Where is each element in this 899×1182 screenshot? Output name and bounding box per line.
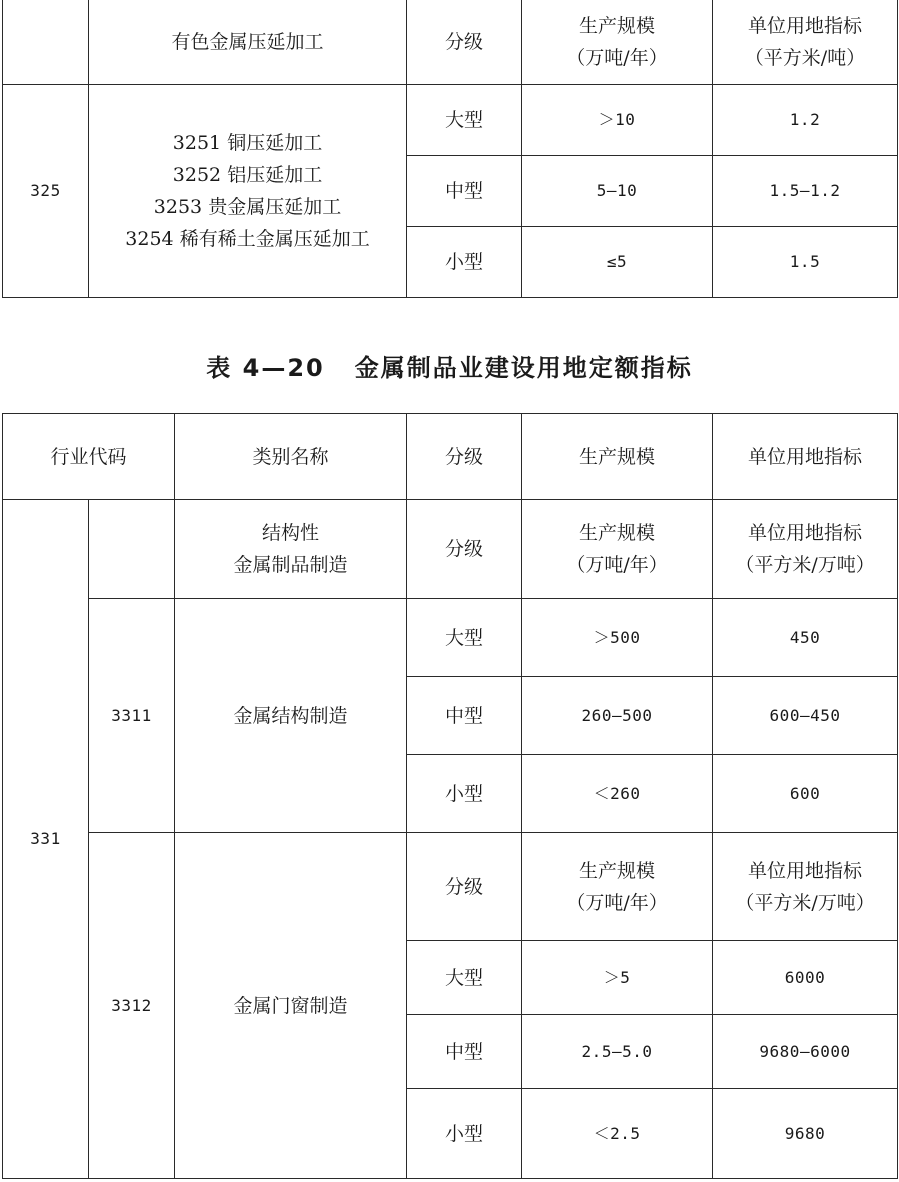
header-index [713, 0, 898, 85]
category-name-line: 结构性 [262, 522, 320, 544]
category-name: 金属结构制造 [175, 599, 407, 833]
index-label: 单位用地指标 [748, 859, 863, 882]
category-name [175, 500, 407, 599]
industry-code: 325 [3, 85, 89, 298]
index-cell: 9680—6000 [713, 1015, 898, 1089]
blank-cell [89, 500, 175, 599]
grade-cell: 小型 [407, 227, 522, 298]
index-cell [713, 833, 898, 941]
index-unit: （平方米/万吨） [735, 554, 875, 576]
scale-cell: ＞10 [522, 85, 713, 156]
index-cell: 450 [713, 599, 898, 677]
table-row [3, 599, 898, 677]
index-cell: 9680 [713, 1089, 898, 1179]
header-index-unit: （平方米/吨） [744, 46, 866, 69]
table-number: 表 4—20 [206, 354, 325, 382]
category-item: 3254 稀有稀土金属压延加工 [125, 228, 370, 250]
grade-cell: 小型 [407, 1089, 522, 1179]
grade-cell: 小型 [407, 755, 522, 833]
scale-cell: ＞500 [522, 599, 713, 677]
header-index: 单位用地指标 [713, 414, 898, 500]
table-header-row [3, 0, 898, 85]
scale-cell [522, 833, 713, 941]
scale-cell: ≤5 [522, 227, 713, 298]
header-scale-unit: （万吨/年） [566, 46, 668, 69]
table-row [3, 833, 898, 941]
scale-unit: （万吨/年） [566, 554, 668, 576]
index-cell: 1.5—1.2 [713, 156, 898, 227]
header-grade: 分级 [407, 414, 522, 500]
table-row [3, 85, 898, 156]
header-scale: 生产规模 [522, 414, 713, 500]
header-code: 行业代码 [3, 414, 175, 500]
scale-label: 生产规模 [579, 522, 656, 544]
grade-cell: 大型 [407, 85, 522, 156]
scale-cell: ＞5 [522, 941, 713, 1015]
index-cell: 600—450 [713, 677, 898, 755]
index-cell: 6000 [713, 941, 898, 1015]
table-nonferrous-rolling [2, 0, 898, 298]
header-name: 类别名称 [175, 414, 407, 500]
category-name-line: 金属制品制造 [233, 554, 348, 576]
grade-cell: 中型 [407, 1015, 522, 1089]
table-row [3, 500, 898, 599]
scale-cell: 2.5—5.0 [522, 1015, 713, 1089]
header-scale-label: 生产规模 [578, 14, 655, 37]
grade-cell: 中型 [407, 156, 522, 227]
grade-cell: 中型 [407, 677, 522, 755]
index-cell: 1.2 [713, 85, 898, 156]
blank-cell [3, 0, 89, 85]
index-cell: 600 [713, 755, 898, 833]
category-list [89, 85, 407, 298]
scale-unit: （万吨/年） [566, 891, 668, 914]
scale-cell: 5—10 [522, 156, 713, 227]
index-cell [713, 500, 898, 599]
grade-cell: 分级 [407, 833, 522, 941]
index-label: 单位用地指标 [748, 522, 863, 544]
scale-cell [522, 500, 713, 599]
scale-label: 生产规模 [579, 859, 656, 882]
sub-code: 3311 [89, 599, 175, 833]
grade-cell: 大型 [407, 599, 522, 677]
index-cell: 1.5 [713, 227, 898, 298]
table-header-row [3, 414, 898, 500]
industry-code: 331 [3, 500, 89, 1179]
category-item: 3251 铜压延加工 [172, 132, 323, 154]
table-title: 金属制品业建设用地定额指标 [354, 354, 693, 382]
category-name: 金属门窗制造 [175, 833, 407, 1179]
header-grade: 分级 [407, 0, 522, 85]
category-item: 3252 铝压延加工 [172, 164, 323, 186]
grade-cell: 大型 [407, 941, 522, 1015]
header-index-label: 单位用地指标 [747, 14, 862, 37]
scale-cell: ＜2.5 [522, 1089, 713, 1179]
grade-cell: 分级 [407, 500, 522, 599]
table-metal-products [2, 413, 898, 1179]
index-unit: （平方米/万吨） [735, 891, 875, 914]
header-category: 有色金属压延加工 [89, 0, 407, 85]
scale-cell: 260—500 [522, 677, 713, 755]
scale-cell: ＜260 [522, 755, 713, 833]
table-caption [0, 348, 899, 383]
category-item: 3253 贵金属压延加工 [153, 196, 342, 218]
header-scale [522, 0, 713, 85]
sub-code: 3312 [89, 833, 175, 1179]
